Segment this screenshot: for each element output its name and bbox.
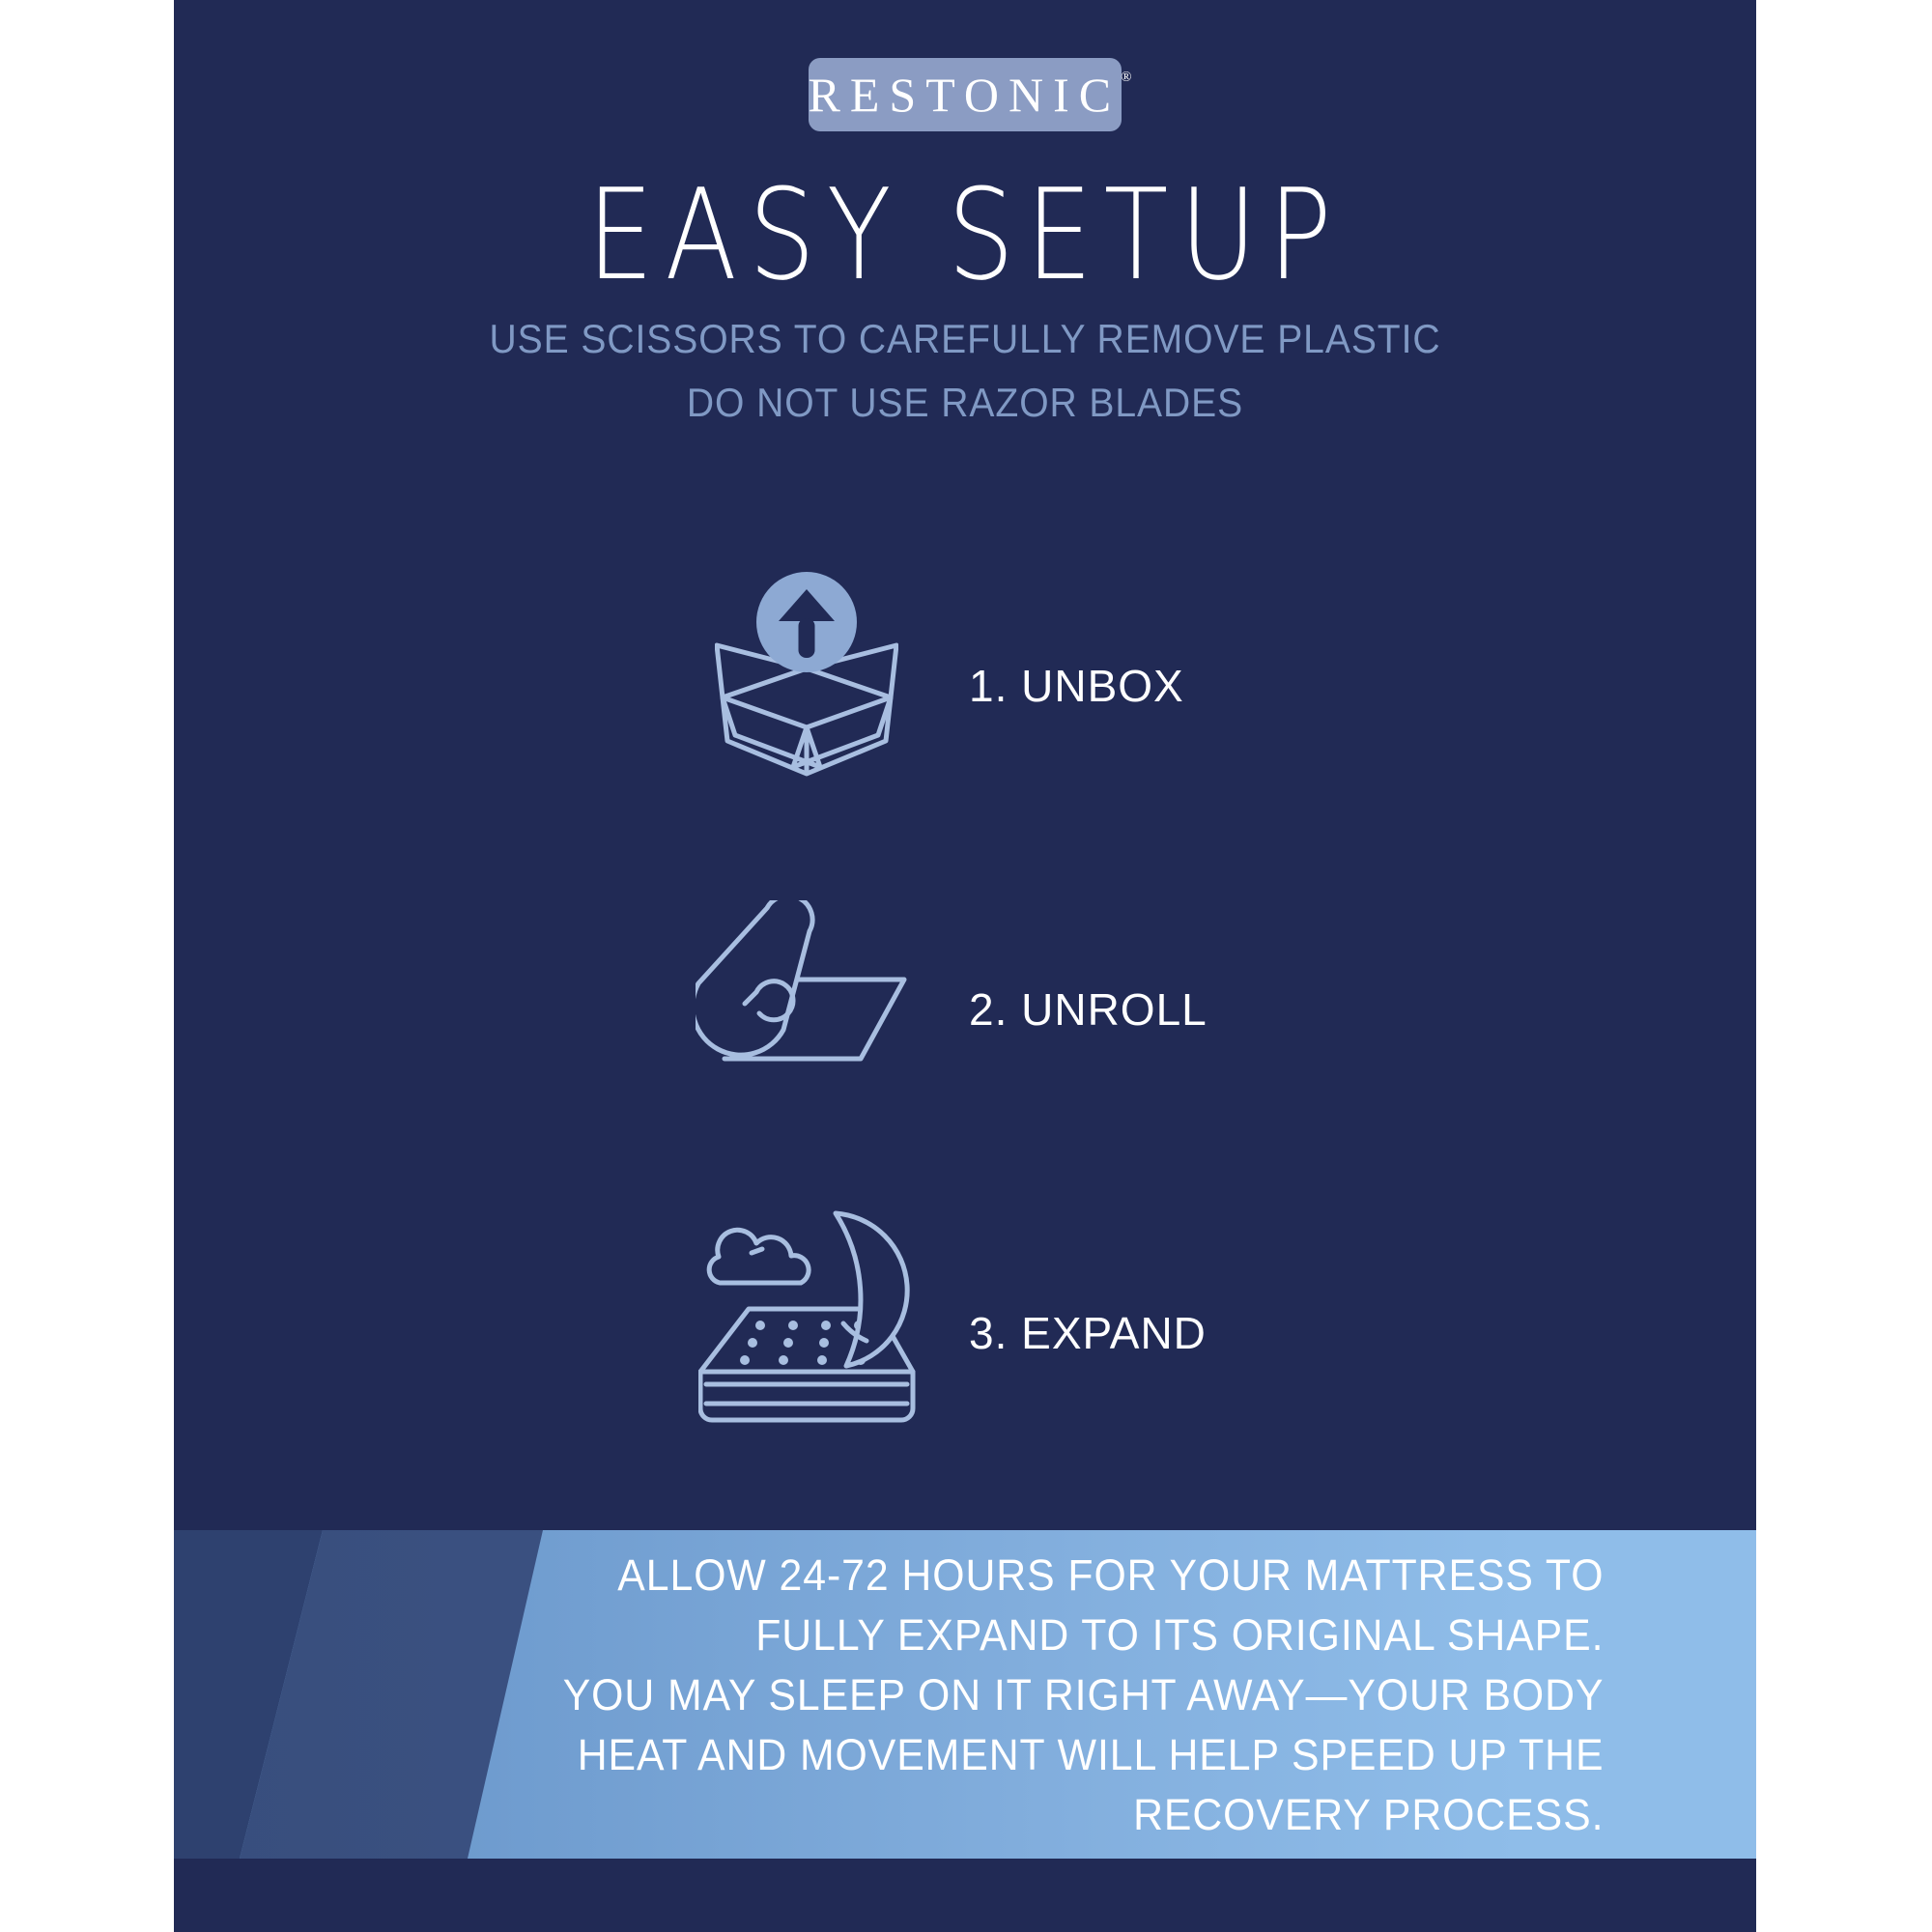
footer-line-4: HEAT AND MOVEMENT WILL HELP SPEED UP THE — [577, 1730, 1604, 1779]
unbox-icon — [715, 570, 898, 778]
step-row-unbox — [174, 551, 1756, 874]
step-row-unroll — [174, 874, 1756, 1198]
setup-steps-list — [174, 551, 1756, 1521]
unroll-icon — [696, 900, 918, 1065]
subtitle-line-1: USE SCISSORS TO CAREFULLY REMOVE PLASTIC — [489, 316, 1441, 361]
step-icon-cell — [676, 551, 937, 778]
footer-line-5: RECOVERY PROCESS. — [1132, 1790, 1604, 1839]
registered-trademark-symbol: ® — [1121, 70, 1132, 85]
footer-line-2: FULLY EXPAND TO ITS ORIGINAL SHAPE. — [754, 1610, 1604, 1660]
brand-logo-badge — [808, 58, 1132, 131]
cloud-icon — [709, 1230, 809, 1283]
step-label: 1. UNBOX — [969, 661, 1184, 711]
flyer-content-panel — [174, 0, 1756, 1932]
step-label: 3. EXPAND — [969, 1308, 1207, 1358]
footer-notice — [562, 1546, 1604, 1845]
expand-icon — [698, 1208, 916, 1435]
footer-line-3: YOU MAY SLEEP ON IT RIGHT AWAY—YOUR BODY — [562, 1670, 1604, 1719]
brand-name: RESTONIC — [808, 68, 1122, 122]
page-title: EASY SETUP — [586, 161, 1344, 308]
brand-logo-text — [799, 68, 1132, 122]
footer-banner — [174, 1530, 1756, 1859]
mattress-side — [700, 1372, 913, 1420]
footer-line-1: ALLOW 24-72 HOURS FOR YOUR MATTRESS TO — [616, 1550, 1604, 1600]
step-row-expand — [174, 1198, 1756, 1521]
step-icon-cell — [676, 874, 937, 1065]
subtitle-line-2: DO NOT USE RAZOR BLADES — [686, 380, 1244, 425]
step-icon-cell — [676, 1198, 937, 1435]
subtitle — [229, 307, 1700, 435]
step-label: 2. UNROLL — [969, 984, 1208, 1035]
